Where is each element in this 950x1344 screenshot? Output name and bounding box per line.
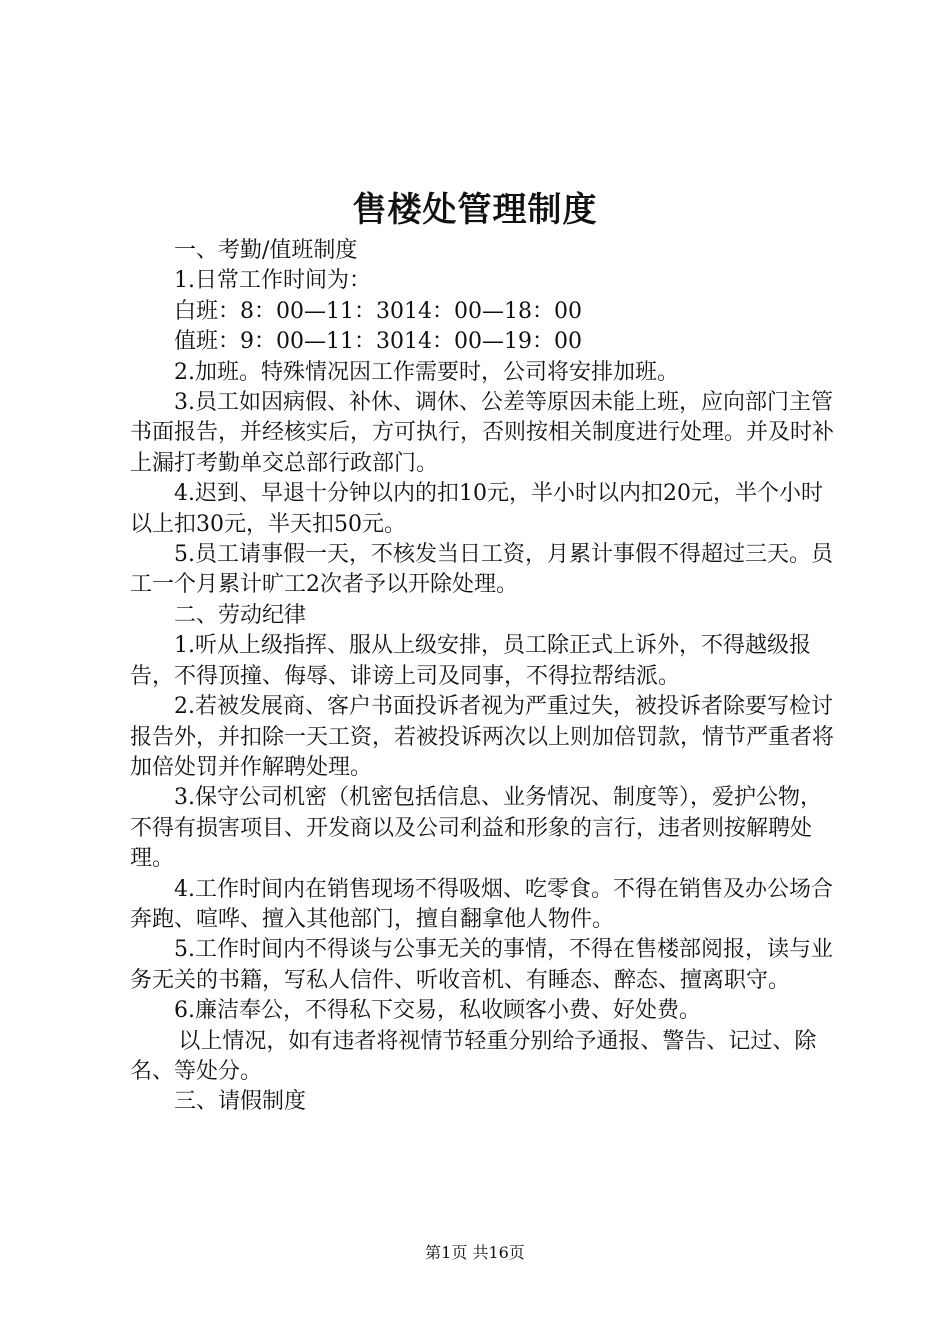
paragraph: 1.听从上级指挥、服从上级安排，员工除正式上诉外，不得越级报告，不得顶撞、侮辱、诽谤上司及同事，不得拉帮结派。 [130, 633, 811, 689]
paragraph: 以上情况，如有违者将视情节轻重分别给予通报、警告、记过、除名、等处分。 [130, 1028, 817, 1084]
paragraph: 2.若被发展商、客户书面投诉者视为严重过失，被投诉者除要写检讨报告外，并扣除一天工资，若被投诉两次以上则加倍罚款，情节严重者将加倍处罚并作解聘处理。 [130, 694, 835, 780]
paragraph: 值班：9：00—11：3014：00—19：00 [174, 329, 582, 355]
document-title: 售楼处管理制度 [352, 190, 598, 230]
paragraph: 2.加班。特殊情况因工作需要时，公司将安排加班。 [174, 359, 679, 385]
section-heading-leave: 三、请假制度 [174, 1089, 307, 1115]
paragraph: 1.日常工作时间为： [174, 268, 371, 294]
paragraph: 4.迟到、早退十分钟以内的扣10元，半小时以内扣20元，半个小时以上扣30元，半天扣50元。 [130, 481, 823, 537]
section-heading-discipline: 二、劳动纪律 [174, 602, 307, 628]
section-heading-attendance: 一、考勤/值班制度 [174, 238, 358, 263]
paragraph: 5.员工请事假一天，不核发当日工资，月累计事假不得超过三天。员工一个月累计旷工2次者予以开除处理。 [130, 542, 833, 598]
paragraph: 3.员工如因病假、补休、调休、公差等原因未能上班，应向部门主管书面报告，并经核实后，方可执行，否则按相关制度进行处理。并及时补上漏打考勤单交总部行政部门。 [130, 390, 835, 476]
page-number: 第1页 共16页 [425, 1243, 525, 1262]
paragraph: 白班：8：00—11：3014：00—18：00 [174, 298, 582, 324]
paragraph: 4.工作时间内在销售现场不得吸烟、吃零食。不得在销售及办公场合奔跑、喧哗、擅入其他部门，擅自翻拿他人物件。 [130, 876, 833, 932]
paragraph: 6.廉洁奉公，不得私下交易，私收顾客小费、好处费。 [174, 998, 701, 1024]
document-body [130, 236, 838, 1118]
paragraph: 3.保守公司机密（机密包括信息、业务情况、制度等），爱护公物，不得有损害项目、开发商以及公司利益和形象的言行，违者则按解聘处理。 [130, 785, 822, 872]
paragraph: 5.工作时间内不得谈与公事无关的事情，不得在售楼部阅报，读与业务无关的书籍，写私人信件、听收音机、有睡态、醉态、擅离职守。 [130, 937, 833, 993]
